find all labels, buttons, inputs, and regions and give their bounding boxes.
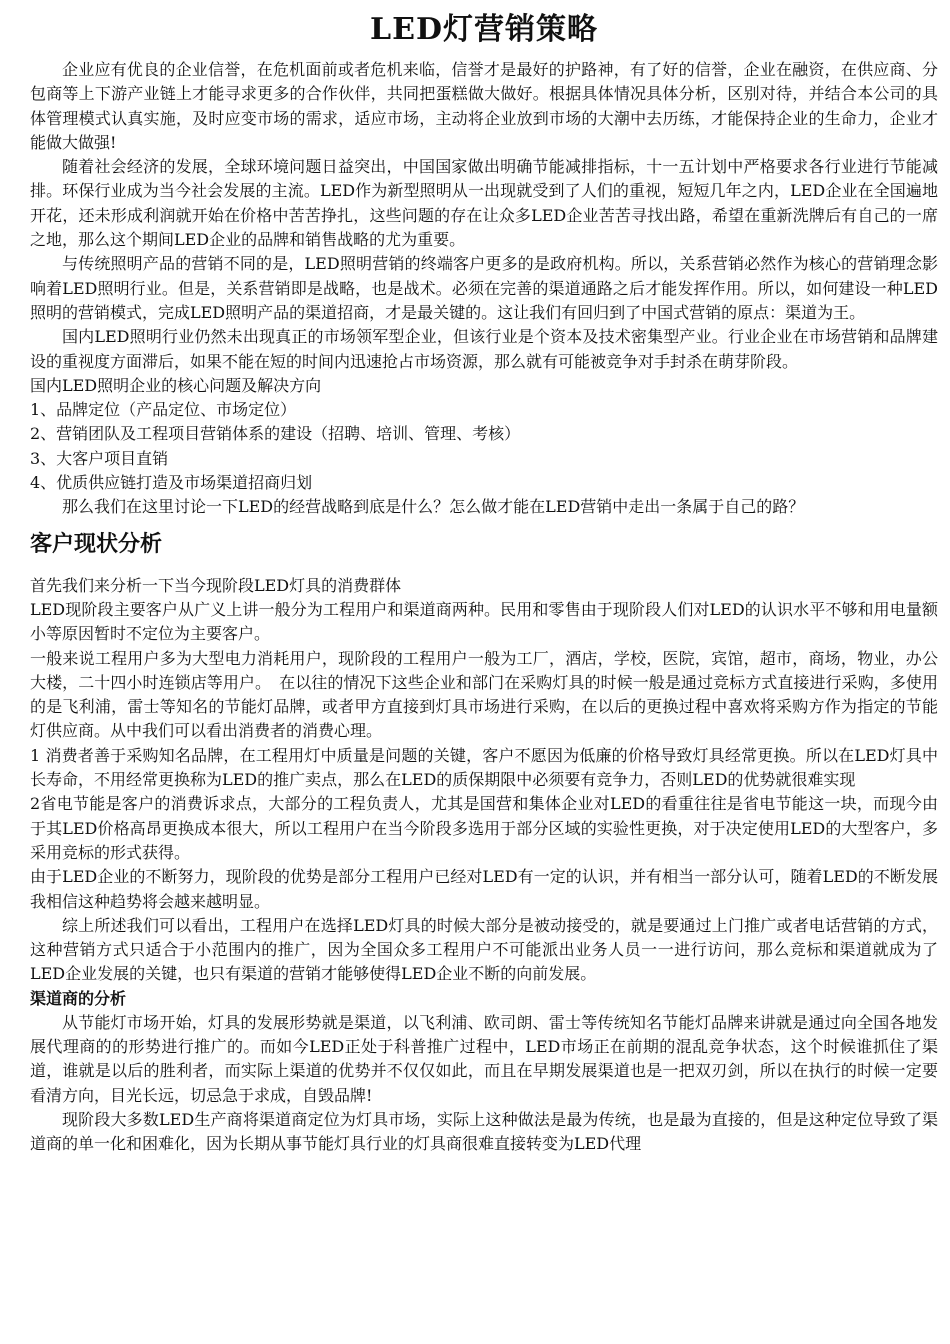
intro-paragraph-1: 企业应有优良的企业信誉，在危机面前或者危机来临，信誉才是最好的护路神，有了好的信誉，企业在融资，在供应商、分包商等上下游产业链上才能寻求更多的合作伙伴，共同把蛋糕做大做好。根据具体情况具体分析，区别对待，并结合本公司的具体管理模式认真实施，及时应变市场的需求，适应市场，主动将企业放到市场的大潮中去历练，才能保持企业的生命力，企业才能做大做强! bbox=[30, 60, 938, 152]
customer-paragraph-5: 2省电节能是客户的消费诉求点，大部分的工程负责人，尤其是国营和集体企业对LED的看重往往是省电节能这一块，而现今由于其LED价格高昂更换成本很大，所以工程用户在当今阶段多选用于部分区域的实验性更换，对于决定使用LED的大型客户，多采用竞标的形式获得。 bbox=[30, 794, 938, 862]
document-page bbox=[30, 10, 938, 1156]
channel-paragraph-1: 从节能灯市场开始，灯具的发展形势就是渠道，以飞利浦、欧司朗、雷士等传统知名节能灯品牌来讲就是通过向全国各地发展代理商的的形势进行推广的。而如今LED正处于科普推广过程中，LED市场正在前期的混乱竞争状态，这个时候谁抓住了渠道，谁就是以后的胜利者，而实际上渠道的优势并不仅仅如此，而且在早期发展渠道也是一把双刃剑，所以在执行的时候一定要看清方向，目光长远，切忌急于求成，自毁品牌! bbox=[30, 1012, 938, 1105]
intro-paragraph-3: 与传统照明产品的营销不同的是，LED照明营销的终端客户更多的是政府机构。所以，关系营销必然作为核心的营销理念影响着LED照明行业。但是，关系营销即是战略，也是战术。必须在完善的渠道通路之后才能发挥作用。所以，如何建设一种LED照明的营销模式，完成LED照明产品的渠道招商，才是最关键的。这让我们有回归到了中国式营销的原点：渠道为王。 bbox=[30, 254, 938, 322]
summary-paragraph: 综上所述我们可以看出，工程用户在选择LED灯具的时候大部分是被动接受的，就是要通过上门推广或者电话营销的方式，这种营销方式只适合于小范围内的推广，因为全国众多工程用户不可能派出业务人员一一进行访问，那么竞标和渠道就成为了LED企业发展的关键，也只有渠道的营销才能够使得LED企业不断的向前发展。 bbox=[30, 915, 938, 984]
core-issue-item-1: 1、品牌定位（产品定位、市场定位） bbox=[30, 400, 297, 420]
customer-paragraph-2: LED现阶段主要客户从广义上讲一般分为工程用户和渠道商两种。民用和零售由于现阶段人们对LED的认识水平不够和用电量额小等原因暂时不定位为主要客户。 bbox=[30, 599, 938, 644]
core-issue-item-2: 2、营销团队及工程项目营销体系的建设（招聘、培训、管理、考核） bbox=[30, 424, 521, 444]
section-heading-channel-analysis: 渠道商的分析 bbox=[30, 988, 127, 1008]
customer-paragraph-6: 由于LED企业的不断努力，现阶段的优势是部分工程用户已经对LED有一定的认识，并有相当一部分认可，随着LED的不断发展我相信这种趋势将会越来越明显。 bbox=[30, 867, 938, 911]
intro-paragraph-4: 国内LED照明行业仍然未出现真正的市场领军型企业，但该行业是个资本及技术密集型产业。行业企业在市场营销和品牌建设的重视度方面滞后，如果不能在短的时间内迅速抢占市场资源，那么就有可能被竞争对手封杀在萌芽阶段。 bbox=[30, 327, 938, 371]
core-issue-item-4: 4、优质供应链打造及市场渠道招商归划 bbox=[30, 473, 313, 493]
intro-paragraph-2: 随着社会经济的发展，全球环境问题日益突出，中国国家做出明确节能减排指标，十一五计划中严格要求各行业进行节能减排。环保行业成为当今社会发展的主流。LED作为新型照明从一出现就受到了人们的重视，短短几年之内，LED企业在全国遍地开花，还未形成利润就开始在价格中苦苦挣扎，这些问题的存在让众多LED企业苦苦寻找出路，希望在重新洗牌后有自己的一席之地，那么这个期间LED企业的品牌和销售战略的尤为重要。 bbox=[30, 157, 938, 250]
strategy-question: 那么我们在这里讨论一下LED的经营战略到底是什么？怎么做才能在LED营销中走出一条属于自己的路？ bbox=[62, 497, 805, 517]
customer-paragraph-4: 1 消费者善于采购知名品牌，在工程用灯中质量是问题的关键，客户不愿因为低廉的价格导致灯具经常更换。所以在LED灯具中长寿命，不用经常更换称为LED的推广卖点，那么在LED的质保期限中必须要有竞争力，否则LED的优势就很难实现 bbox=[30, 745, 938, 790]
customer-paragraph-3: 一般来说工程用户多为大型电力消耗用户，现阶段的工程用户一般为工厂，酒店，学校，医院，宾馆，超市，商场，物业，办公大楼，二十四小时连锁店等用户。 在以往的情况下这些企业和部门在采购灯具的时候一般是通过竞标方式直接进行采购，多使用的是飞利浦，雷士等知名的节能灯品牌，或者甲方直接到灯具市场进行采购，在以后的更换过程中喜欢将采购方作为指定的节能灯供应商。从中我们可以看出消费者的消费心理。 bbox=[30, 648, 938, 741]
channel-paragraph-2: 现阶段大多数LED生产商将渠道商定位为灯具市场，实际上这种做法是最为传统，也是最为直接的，但是这种定位导致了渠道商的单一化和困难化，因为长期从事节能灯具行业的灯具商很难直接转变为LED代理 bbox=[30, 1109, 938, 1154]
section-heading-customer-analysis: 客户现状分析 bbox=[30, 531, 163, 557]
core-issue-item-3: 3、大客户项目直销 bbox=[30, 448, 169, 468]
customer-paragraph-1: 首先我们来分析一下当今现阶段LED灯具的消费群体 bbox=[30, 575, 402, 595]
document-title: LED灯营销策略 bbox=[370, 12, 598, 47]
core-issues-heading: 国内LED照明企业的核心问题及解决方向 bbox=[30, 375, 322, 395]
